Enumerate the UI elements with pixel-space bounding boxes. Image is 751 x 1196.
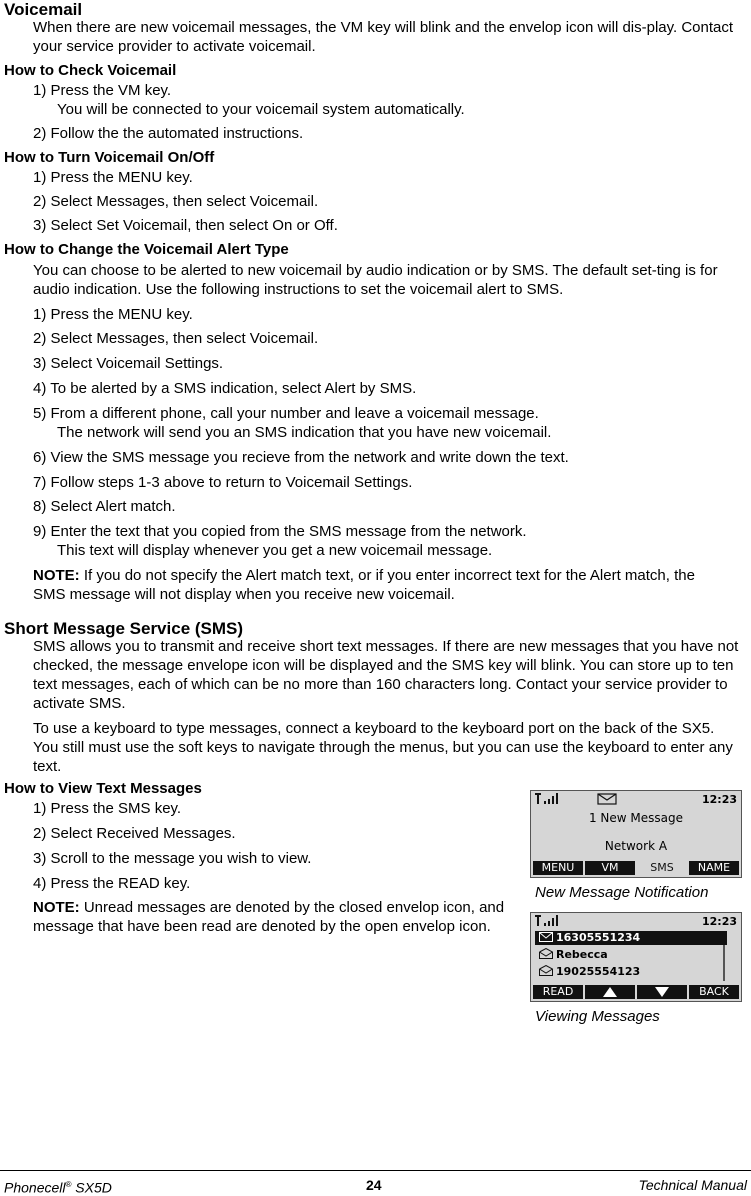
status-bar — [535, 793, 737, 807]
softkey-name[interactable]: NAME — [689, 861, 739, 875]
signal-icon — [535, 793, 565, 808]
caption-viewing-messages: Viewing Messages — [535, 1008, 660, 1025]
list-item[interactable] — [535, 948, 721, 962]
signal-icon — [535, 915, 565, 930]
open-envelope-icon — [539, 948, 553, 959]
alert-step-6: 6) View the SMS message you recieve from the network and write down the text. — [33, 449, 569, 466]
sms-para-1: SMS allows you to transmit and receive short text messages. If there are new messages that you have not checked, the message envelope icon will be displayed and the SMS key will blink. You can store up to ten text messages, each of which can be no more than 160 characters long. Contact your service provider to activate SMS. — [33, 638, 739, 712]
clock: 12:23 — [701, 915, 737, 928]
softkey-read[interactable]: READ — [533, 985, 583, 999]
message-sender: 19025554123 — [556, 965, 641, 978]
alert-step-5-sub: The network will send you an SMS indication that you have new voicemail. — [57, 424, 552, 441]
view-step-2: 2) Select Received Messages. — [33, 825, 236, 842]
alert-intro: You can choose to be alerted to new voicemail by audio indication or by SMS. The default set-ting is for audio indication. Use the following instructions to set the voicemail alert to SMS. — [33, 262, 718, 298]
note-label: NOTE: — [33, 567, 80, 584]
product-name: Phonecell — [4, 1179, 66, 1196]
view-step-1: 1) Press the SMS key. — [33, 800, 182, 817]
voicemail-intro: When there are new voicemail messages, the VM key will blink and the envelop icon will dis-play. Contact your service provider to activate voicemail. — [33, 19, 734, 55]
check-step-1: 1) Press the VM key. — [33, 82, 172, 99]
note-label: NOTE: — [33, 899, 80, 916]
registered-mark: ® — [65, 1180, 72, 1189]
closed-envelope-icon — [539, 932, 553, 942]
onoff-step-3: 3) Select Set Voicemail, then select On or Off. — [33, 217, 338, 234]
status-bar — [535, 915, 737, 929]
alert-step-9: 9) Enter the text that you copied from the SMS message from the network. — [33, 523, 527, 540]
footer-manual: Technical Manual — [638, 1177, 747, 1193]
alert-step-3: 3) Select Voicemail Settings. — [33, 355, 224, 372]
down-arrow-icon — [655, 987, 669, 997]
new-message-text: 1 New Message — [588, 811, 684, 825]
footer-product — [4, 1177, 112, 1196]
alert-step-8: 8) Select Alert match. — [33, 498, 176, 515]
scrollbar-thumb[interactable] — [721, 931, 727, 945]
note-text: If you do not specify the Alert match text, or if you enter incorrect text for the Alert match, the SMS message will not display when you receive new voicemail. — [33, 567, 695, 603]
softkey-menu[interactable]: MENU — [533, 861, 583, 875]
open-envelope-icon — [539, 965, 553, 976]
list-item[interactable] — [535, 931, 721, 945]
softkey-bar — [533, 861, 739, 875]
heading-view-messages: How to View Text Messages — [4, 780, 202, 797]
heading-voicemail-onoff: How to Turn Voicemail On/Off — [4, 149, 215, 166]
sms-para-2: To use a keyboard to type messages, connect a keyboard to the keyboard port on the back of the SX5. You still must use the soft keys to navigate through the menus, but you can use the keyboard to enter any text. — [33, 720, 733, 775]
note-text: Unread messages are denoted by the closed envelop icon, and message that have been read are denoted by the open envelop icon. — [33, 899, 505, 935]
clock: 12:23 — [701, 793, 737, 806]
phone-screen-new-message — [530, 790, 742, 878]
alert-step-1: 1) Press the MENU key. — [33, 306, 193, 323]
onoff-step-2: 2) Select Messages, then select Voicemail. — [33, 193, 319, 210]
footer-rule — [0, 1170, 751, 1171]
alert-step-9-sub: This text will display whenever you get a new voicemail message. — [57, 542, 493, 559]
section-title-sms: Short Message Service (SMS) — [4, 619, 244, 638]
message-sender: 16305551234 — [556, 931, 641, 944]
phone-screen-viewing-messages — [530, 912, 742, 1002]
alert-step-2: 2) Select Messages, then select Voicemail. — [33, 330, 319, 347]
alert-step-5: 5) From a different phone, call your number and leave a voicemail message. — [33, 405, 539, 422]
alert-step-7: 7) Follow steps 1-3 above to return to Voicemail Settings. — [33, 474, 413, 491]
check-step-2: 2) Follow the the automated instructions. — [33, 125, 304, 142]
section-title-voicemail: Voicemail — [4, 0, 83, 19]
softkey-bar — [533, 985, 739, 999]
network-name: Network A — [604, 839, 668, 853]
softkey-vm[interactable]: VM — [585, 861, 635, 875]
list-item[interactable] — [535, 965, 721, 979]
alert-note — [33, 566, 723, 604]
up-arrow-icon — [603, 987, 617, 997]
page-number: 24 — [366, 1177, 382, 1193]
alert-step-4: 4) To be alerted by a SMS indication, select Alert by SMS. — [33, 380, 417, 397]
heading-alert-type: How to Change the Voicemail Alert Type — [4, 241, 289, 258]
view-step-4: 4) Press the READ key. — [33, 875, 191, 892]
envelope-icon — [597, 793, 617, 808]
view-step-3: 3) Scroll to the message you wish to view. — [33, 850, 312, 867]
softkey-sms[interactable]: SMS — [650, 861, 674, 874]
heading-check-voicemail: How to Check Voicemail — [4, 62, 177, 79]
product-model: SX5D — [71, 1179, 112, 1196]
softkey-down[interactable] — [637, 985, 687, 999]
check-step-1-sub: You will be connected to your voicemail system automatically. — [57, 101, 465, 118]
caption-new-message: New Message Notification — [535, 884, 709, 901]
onoff-step-1: 1) Press the MENU key. — [33, 169, 193, 186]
view-note — [33, 898, 523, 936]
softkey-up[interactable] — [585, 985, 635, 999]
message-sender: Rebecca — [556, 948, 608, 961]
softkey-back[interactable]: BACK — [689, 985, 739, 999]
